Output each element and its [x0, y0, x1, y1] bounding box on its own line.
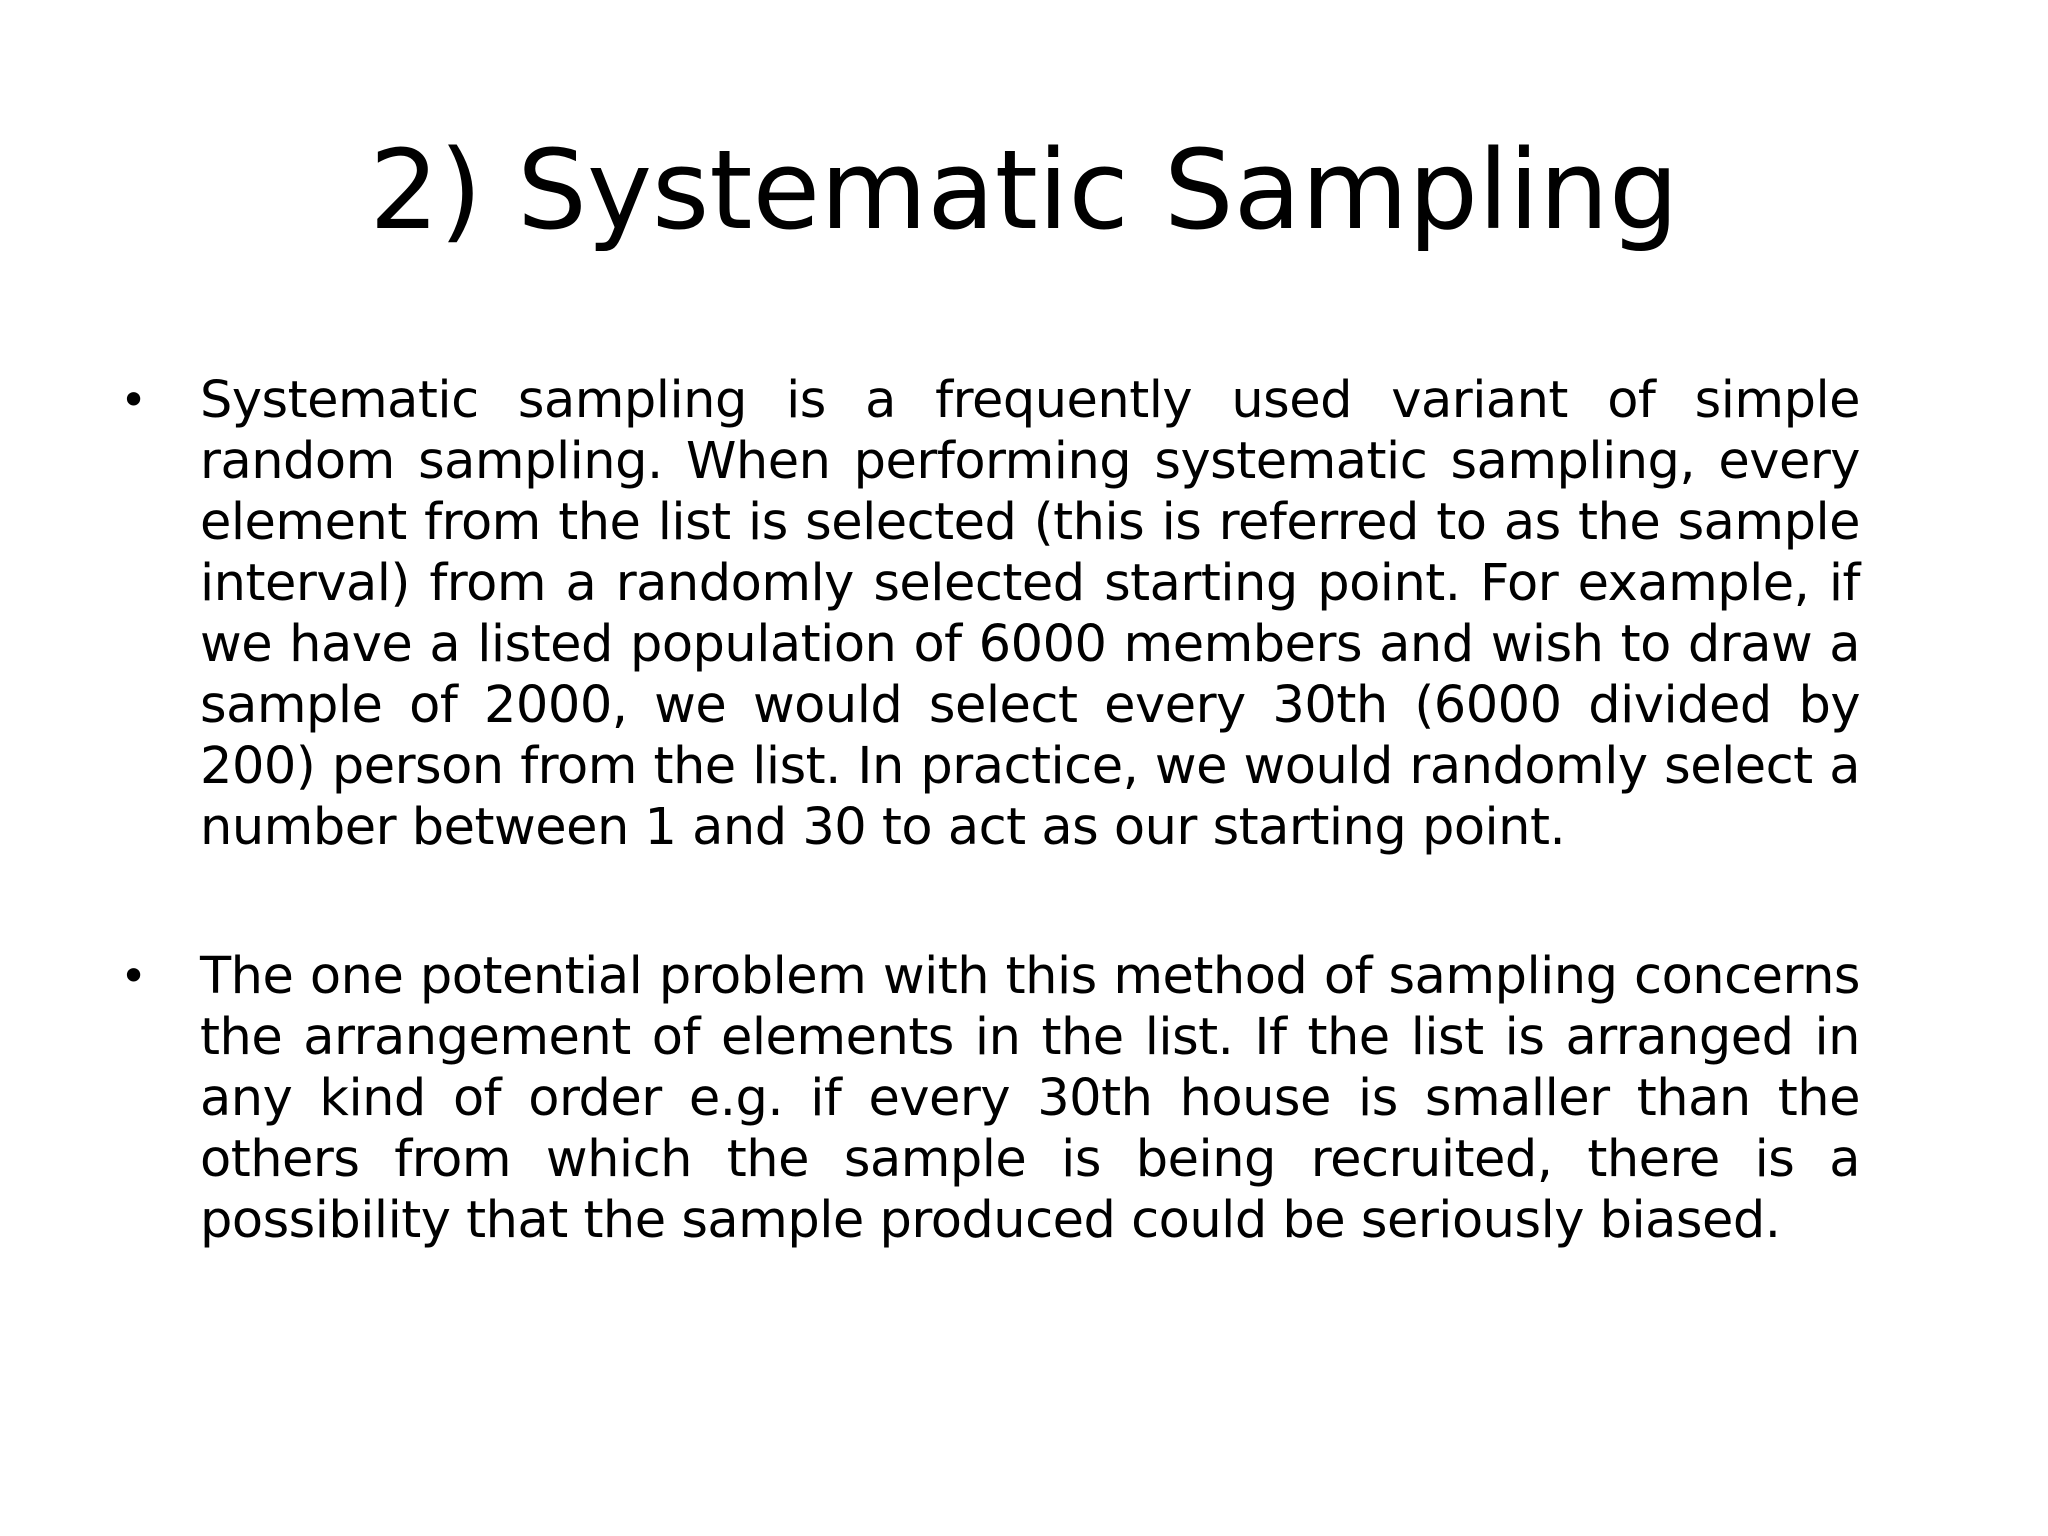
bullet-item-2 — [120, 946, 1860, 1251]
bullet-list — [120, 370, 1860, 1339]
bullet-text-1: Systematic sampling is a frequently used variant of simple random sampling. When performing systematic sampling, every element from the list is selected (this is referred to as the sample interval) from a randomly selected starting point. For example, if we have a listed population of 6000 members and wish to draw a sample of 2000, we would select every 30th (6000 divided by 200) person from the list. In practice, we would randomly select a number between 1 and 30 to act as our starting point. — [200, 371, 1860, 857]
bullet-item-1 — [120, 370, 1860, 858]
bullet-text-2: The one potential problem with this method of sampling concerns the arrangement of elements in the list. If the list is arranged in any kind of order e.g. if every 30th house is smaller than the others from which the sample is being recruited, there is a possibility that the sample produced could be seriously biased. — [200, 947, 1860, 1250]
bullet-point-icon: • — [120, 373, 148, 427]
slide-title: 2) Systematic Sampling — [369, 126, 1679, 254]
bullet-point-icon: • — [120, 949, 148, 1003]
